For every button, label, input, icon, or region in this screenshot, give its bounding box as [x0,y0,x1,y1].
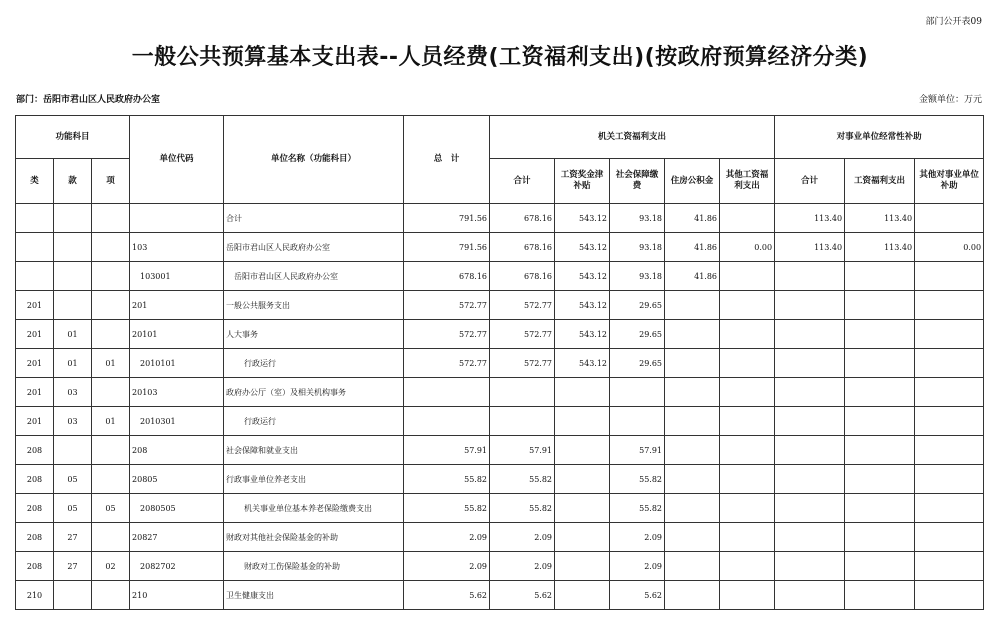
cell-name: 行政运行 [224,407,404,436]
cell-lei: 208 [16,436,54,465]
cell-org-social: 5.62 [610,581,665,610]
cell-org-social: 29.65 [610,291,665,320]
header-sub-sum: 合计 [775,159,845,204]
cell-xiang [92,262,130,291]
cell-org-social: 93.18 [610,233,665,262]
cell-org-other [720,436,775,465]
cell-org-house [665,465,720,494]
cell-kuan [54,291,92,320]
cell-org-house [665,494,720,523]
cell-org-house: 41.86 [665,233,720,262]
header-sub-wage: 工资福利支出 [845,159,915,204]
cell-code: 208 [130,436,224,465]
cell-org-sum [490,378,555,407]
table-row [16,407,984,436]
cell-sub-sum [775,349,845,378]
cell-lei: 210 [16,581,54,610]
cell-code: 2080505 [130,494,224,523]
cell-sub-wage: 113.40 [845,204,915,233]
cell-org-wage [555,465,610,494]
cell-name: 行政运行 [224,349,404,378]
cell-kuan: 05 [54,465,92,494]
cell-kuan: 01 [54,349,92,378]
cell-total: 5.62 [404,581,490,610]
cell-org-house [665,349,720,378]
cell-sub-sum [775,407,845,436]
header-org-housing: 住房公积金 [665,159,720,204]
cell-sub-wage: 113.40 [845,233,915,262]
header-function-subject: 功能科目 [16,116,130,159]
cell-xiang [92,465,130,494]
cell-code: 20805 [130,465,224,494]
cell-org-wage: 543.12 [555,233,610,262]
cell-kuan [54,262,92,291]
cell-name: 机关事业单位基本养老保险缴费支出 [224,494,404,523]
cell-org-house [665,407,720,436]
cell-org-other [720,204,775,233]
header-sub-other: 其他对事业单位补助 [915,159,984,204]
cell-total: 572.77 [404,349,490,378]
cell-org-sum: 678.16 [490,233,555,262]
cell-org-wage: 543.12 [555,204,610,233]
cell-code: 103 [130,233,224,262]
cell-sub-wage [845,378,915,407]
cell-org-other [720,465,775,494]
cell-kuan: 05 [54,494,92,523]
cell-sub-wage [845,523,915,552]
cell-code: 103001 [130,262,224,291]
cell-lei: 201 [16,407,54,436]
cell-org-other [720,494,775,523]
cell-sub-sum [775,436,845,465]
cell-sub-other [915,523,984,552]
cell-org-other [720,262,775,291]
table-row [16,204,984,233]
cell-org-social [610,407,665,436]
cell-xiang [92,378,130,407]
cell-lei: 201 [16,291,54,320]
header-org-wage: 工资奖金津补贴 [555,159,610,204]
cell-name: 财政对其他社会保险基金的补助 [224,523,404,552]
cell-org-house [665,291,720,320]
cell-sub-other [915,378,984,407]
cell-org-social: 29.65 [610,349,665,378]
cell-org-sum: 55.82 [490,465,555,494]
header-unit-name: 单位名称（功能科目） [224,116,404,204]
cell-org-social: 93.18 [610,204,665,233]
header-org-other: 其他工资福利支出 [720,159,775,204]
cell-kuan: 27 [54,523,92,552]
cell-sub-other [915,436,984,465]
cell-org-other [720,320,775,349]
amount-unit-label: 金额单位：万元 [918,95,982,105]
cell-org-house [665,552,720,581]
cell-total: 791.56 [404,204,490,233]
cell-xiang [92,523,130,552]
cell-sub-sum [775,552,845,581]
cell-org-wage: 543.12 [555,320,610,349]
cell-org-social: 57.91 [610,436,665,465]
cell-org-house: 41.86 [665,262,720,291]
cell-sub-wage [845,349,915,378]
cell-org-sum: 678.16 [490,262,555,291]
cell-name: 岳阳市君山区人民政府办公室 [224,262,404,291]
header-lei: 类 [16,159,54,204]
cell-org-sum: 57.91 [490,436,555,465]
cell-sub-other [915,581,984,610]
cell-xiang [92,204,130,233]
table-row [16,552,984,581]
table-row [16,233,984,262]
cell-org-wage [555,552,610,581]
table-row [16,581,984,610]
cell-sub-wage [845,581,915,610]
cell-kuan [54,581,92,610]
cell-kuan [54,233,92,262]
cell-total: 57.91 [404,436,490,465]
table-row [16,320,984,349]
cell-org-wage [555,581,610,610]
cell-code: 20101 [130,320,224,349]
cell-name: 行政事业单位养老支出 [224,465,404,494]
cell-name: 政府办公厅（室）及相关机构事务 [224,378,404,407]
cell-total [404,378,490,407]
header-org-wage-welfare: 机关工资福利支出 [490,116,775,159]
cell-xiang: 01 [92,349,130,378]
cell-total: 791.56 [404,233,490,262]
cell-org-sum: 678.16 [490,204,555,233]
cell-code: 2010101 [130,349,224,378]
cell-lei: 208 [16,552,54,581]
table-body [16,204,984,610]
cell-sub-wage [845,407,915,436]
cell-xiang [92,581,130,610]
cell-org-other [720,581,775,610]
cell-sub-wage [845,291,915,320]
cell-name: 人大事务 [224,320,404,349]
cell-sub-wage [845,262,915,291]
cell-org-house [665,523,720,552]
cell-sub-other [915,349,984,378]
cell-kuan: 03 [54,407,92,436]
cell-org-social: 55.82 [610,494,665,523]
cell-sub-other [915,465,984,494]
cell-total: 55.82 [404,494,490,523]
table-row [16,523,984,552]
cell-sub-other [915,552,984,581]
cell-org-sum: 55.82 [490,494,555,523]
table-row [16,378,984,407]
cell-org-wage [555,378,610,407]
cell-lei [16,233,54,262]
cell-sub-other [915,262,984,291]
cell-org-wage: 543.12 [555,262,610,291]
cell-total [404,407,490,436]
cell-code: 20827 [130,523,224,552]
header-subsidy: 对事业单位经常性补助 [775,116,984,159]
cell-sub-other [915,291,984,320]
cell-org-wage [555,407,610,436]
table-row [16,262,984,291]
cell-sub-sum: 113.40 [775,233,845,262]
cell-sub-other [915,320,984,349]
cell-org-wage [555,494,610,523]
cell-org-house [665,378,720,407]
cell-org-house [665,436,720,465]
cell-org-house [665,581,720,610]
cell-org-social: 55.82 [610,465,665,494]
cell-sub-wage [845,552,915,581]
header-org-social: 社会保障缴费 [610,159,665,204]
cell-org-social: 29.65 [610,320,665,349]
cell-sub-wage [845,465,915,494]
cell-org-social: 93.18 [610,262,665,291]
cell-kuan [54,204,92,233]
cell-sub-sum [775,581,845,610]
cell-lei: 208 [16,494,54,523]
cell-total: 2.09 [404,552,490,581]
cell-xiang: 05 [92,494,130,523]
header-total: 总 计 [404,116,490,204]
cell-kuan: 01 [54,320,92,349]
cell-total: 572.77 [404,320,490,349]
table-row [16,465,984,494]
cell-org-wage: 543.12 [555,349,610,378]
header-org-sum: 合计 [490,159,555,204]
page-title: 一般公共预算基本支出表--人员经费(工资福利支出)(按政府预算经济分类) [131,45,869,70]
cell-sub-other [915,494,984,523]
cell-org-house: 41.86 [665,204,720,233]
cell-xiang [92,233,130,262]
cell-org-sum [490,407,555,436]
cell-sub-sum [775,465,845,494]
cell-lei: 208 [16,465,54,494]
cell-org-other [720,349,775,378]
cell-lei: 201 [16,320,54,349]
cell-org-sum: 2.09 [490,552,555,581]
cell-sub-wage [845,494,915,523]
cell-code [130,204,224,233]
cell-org-wage [555,523,610,552]
cell-xiang [92,320,130,349]
cell-name: 岳阳市君山区人民政府办公室 [224,233,404,262]
cell-sub-sum [775,291,845,320]
cell-xiang: 01 [92,407,130,436]
cell-org-other: 0.00 [720,233,775,262]
cell-code: 20103 [130,378,224,407]
cell-name: 卫生健康支出 [224,581,404,610]
form-number: 部门公开表09 [925,17,982,27]
cell-code: 2010301 [130,407,224,436]
table-row [16,291,984,320]
cell-kuan [54,436,92,465]
cell-name: 一般公共服务支出 [224,291,404,320]
cell-sub-sum: 113.40 [775,204,845,233]
cell-name: 合计 [224,204,404,233]
cell-org-other [720,378,775,407]
cell-org-sum: 572.77 [490,320,555,349]
table-row [16,494,984,523]
department-label: 部门：岳阳市君山区人民政府办公室 [16,95,161,105]
cell-sub-wage [845,320,915,349]
cell-total: 55.82 [404,465,490,494]
cell-sub-sum [775,320,845,349]
cell-org-wage: 543.12 [555,291,610,320]
cell-org-other [720,523,775,552]
cell-org-social [610,378,665,407]
cell-org-wage [555,436,610,465]
cell-org-other [720,407,775,436]
cell-lei [16,204,54,233]
cell-org-sum: 572.77 [490,349,555,378]
cell-org-social: 2.09 [610,523,665,552]
cell-xiang [92,291,130,320]
cell-org-sum: 5.62 [490,581,555,610]
cell-name: 社会保障和就业支出 [224,436,404,465]
cell-code: 210 [130,581,224,610]
cell-lei [16,262,54,291]
budget-table [15,115,984,610]
cell-kuan: 27 [54,552,92,581]
cell-org-sum: 2.09 [490,523,555,552]
cell-total: 572.77 [404,291,490,320]
cell-sub-sum [775,262,845,291]
cell-sub-sum [775,378,845,407]
header-unit-code: 单位代码 [130,116,224,204]
cell-code: 201 [130,291,224,320]
cell-sub-wage [845,436,915,465]
cell-kuan: 03 [54,378,92,407]
header-kuan: 款 [54,159,92,204]
cell-sub-sum [775,523,845,552]
cell-code: 2082702 [130,552,224,581]
cell-lei: 201 [16,378,54,407]
cell-org-other [720,552,775,581]
cell-org-social: 2.09 [610,552,665,581]
cell-sub-other [915,407,984,436]
cell-xiang [92,436,130,465]
cell-sub-other: 0.00 [915,233,984,262]
cell-total: 678.16 [404,262,490,291]
header-xiang: 项 [92,159,130,204]
cell-org-other [720,291,775,320]
cell-org-sum: 572.77 [490,291,555,320]
cell-name: 财政对工伤保险基金的补助 [224,552,404,581]
cell-lei: 208 [16,523,54,552]
table-row [16,436,984,465]
cell-total: 2.09 [404,523,490,552]
cell-sub-other [915,204,984,233]
table-row [16,349,984,378]
cell-lei: 201 [16,349,54,378]
cell-sub-sum [775,494,845,523]
cell-xiang: 02 [92,552,130,581]
cell-org-house [665,320,720,349]
